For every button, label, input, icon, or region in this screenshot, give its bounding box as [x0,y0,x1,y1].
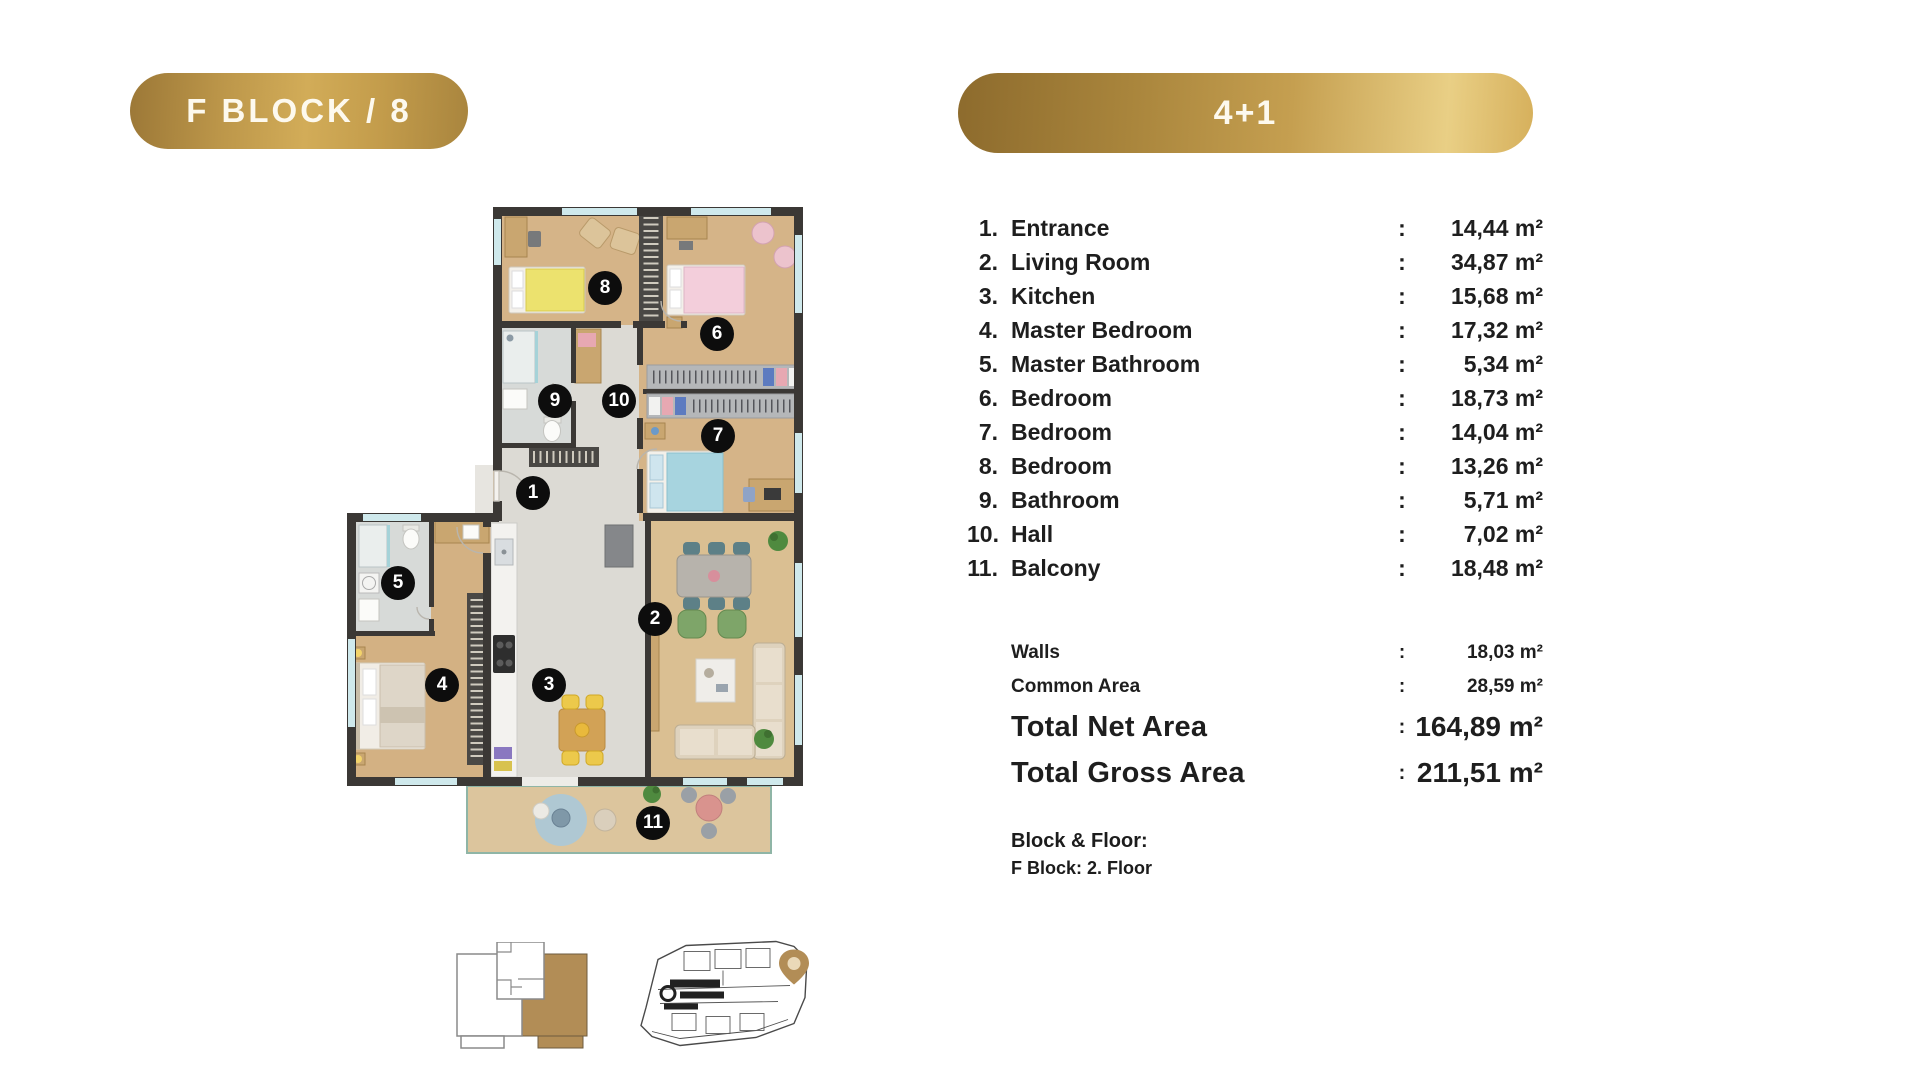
room-name: Entrance [1011,214,1110,241]
apartment-type-badge [958,73,1533,153]
room-row [967,552,1543,586]
floor-plan-marker: 3 [532,668,566,702]
room-row [967,245,1543,279]
totals-list [967,636,1543,796]
apartment-type-badge-label: 4+1 [1213,93,1278,132]
floor-plan-marker: 1 [516,476,550,510]
room-name: Kitchen [1011,282,1096,309]
block-unit-badge-label: F BLOCK / 8 [186,92,412,129]
colon-separator: : [1398,555,1406,582]
floor-plan-marker: 9 [538,384,572,418]
room-name: Living Room [1011,248,1151,275]
room-name: Hall [1011,521,1054,548]
room-area: 18,73 m² [1450,385,1543,412]
room-number: 10. [967,521,999,548]
room-area: 34,87 m² [1450,248,1543,275]
room-number: 9. [978,487,998,514]
room-area: 14,44 m² [1450,214,1543,241]
room-row [967,279,1543,313]
total-label: Total Net Area [1011,710,1208,743]
block-unit-badge [130,73,468,149]
room-name: Bedroom [1011,453,1112,480]
room-row [967,347,1543,381]
room-number: 8. [978,453,998,480]
total-row [967,636,1543,670]
total-value: 28,59 m² [1466,676,1543,697]
room-row [967,381,1543,415]
total-value: 164,89 m² [1415,711,1543,742]
site-plan [628,936,818,1054]
colon-separator: : [1398,214,1406,241]
colon-separator: : [1398,453,1406,480]
room-name: Bedroom [1011,419,1112,446]
site-plan-svg [628,936,818,1054]
block-floor-title: Block & Floor: [1011,830,1148,852]
room-number: 7. [978,419,998,446]
colon-separator: : [1398,642,1406,663]
total-label: Common Area [1011,676,1141,697]
room-area: 18,48 m² [1450,555,1543,582]
floor-plan-svg [347,207,803,857]
total-row [967,750,1543,796]
room-row [967,211,1543,245]
wardrobes [643,365,799,418]
room-name: Master Bedroom [1011,316,1193,343]
floor-plan-marker: 8 [588,271,622,305]
colon-separator: : [1398,715,1406,738]
total-value: 211,51 m² [1416,757,1543,788]
room-list [967,211,1543,586]
colon-separator: : [1398,350,1406,377]
total-row [967,670,1543,704]
room-number: 2. [978,248,998,275]
total-label: Walls [1011,642,1060,663]
block-floor-value: F Block: 2. Floor [1011,858,1153,878]
room-row [967,518,1543,552]
room-area: 14,04 m² [1450,419,1543,446]
colon-separator: : [1398,385,1406,412]
room-area: 15,68 m² [1450,282,1543,309]
total-label: Total Gross Area [1011,756,1245,789]
room-area: 17,32 m² [1450,316,1543,343]
floor-key-plan-svg [453,942,589,1054]
room-row [967,484,1543,518]
room-area: 13,26 m² [1450,453,1543,480]
room-area: 5,34 m² [1463,350,1543,377]
room-name: Master Bathroom [1011,350,1201,377]
room-name: Bathroom [1011,487,1120,514]
room-number: 6. [978,385,998,412]
floor-plan-marker: 6 [700,317,734,351]
total-value: 18,03 m² [1466,642,1543,663]
room-row [967,450,1543,484]
floor-key-plan [453,942,589,1054]
colon-separator: : [1398,487,1406,514]
entrance-closet [529,447,599,467]
room-number: 11. [967,555,998,582]
block-floor-info [1011,831,1152,877]
room-name: Balcony [1011,555,1101,582]
colon-separator: : [1398,676,1406,697]
floor-plan-marker: 4 [425,668,459,702]
floor-plan [347,207,803,857]
colon-separator: : [1398,282,1406,309]
floor-plan-marker: 5 [381,566,415,600]
colon-separator: : [1398,521,1406,548]
colon-separator: : [1398,761,1406,784]
room-row [967,416,1543,450]
room-number: 5. [978,350,998,377]
room-number: 1. [978,214,998,241]
total-row [967,704,1543,750]
room-number: 4. [978,316,998,343]
room-number: 3. [978,282,998,309]
colon-separator: : [1398,419,1406,446]
colon-separator: : [1398,316,1406,343]
colon-separator: : [1398,248,1406,275]
floor-plan-marker: 2 [638,602,672,636]
floor-plan-marker: 10 [602,384,636,418]
room-name: Bedroom [1011,385,1112,412]
floor-plan-marker: 7 [701,419,735,453]
room-row [967,313,1543,347]
floor-plan-marker: 11 [636,806,670,840]
hall-console [575,329,601,383]
room-area: 5,71 m² [1463,487,1543,514]
room-area: 7,02 m² [1463,521,1543,548]
